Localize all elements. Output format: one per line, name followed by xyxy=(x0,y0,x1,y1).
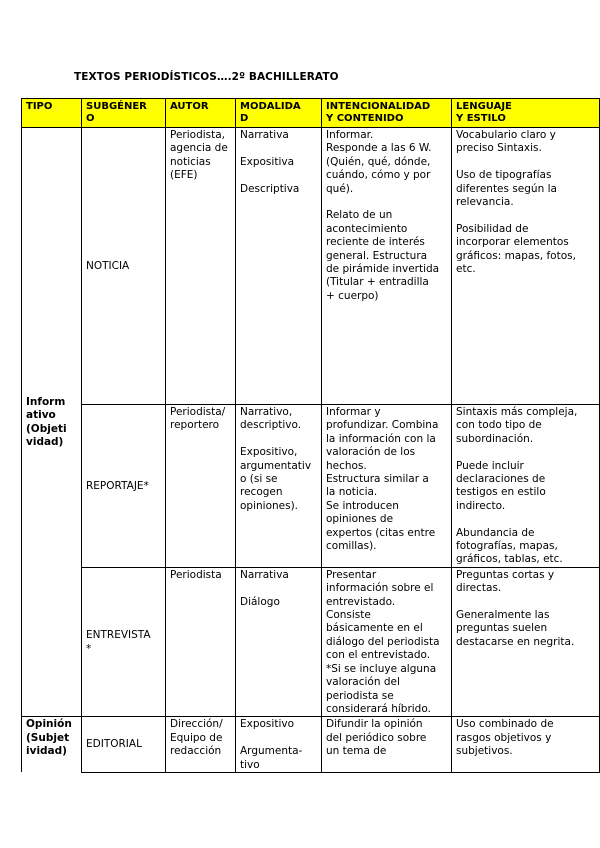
subgenero-reportaje: REPORTAJE* xyxy=(82,405,166,568)
tipo-opinion: Opinión (Subjet ividad) xyxy=(22,717,82,773)
lenguaje-entrevista: Preguntas cortas y directas. Generalmente las preguntas suelen destacarse en negrita. xyxy=(452,567,600,716)
intencionalidad-noticia: Informar. Responde a las 6 W. (Quién, qué, dónde, cuándo, cómo y por qué). Relato de un acontecimiento reciente de interés general. Estructura de pirámide invertida (Titular + entradilla + cuerpo) xyxy=(322,128,452,405)
header-autor: AUTOR xyxy=(166,99,236,128)
lenguaje-editorial: Uso combinado de rasgos objetivos y subjetivos. xyxy=(452,717,600,773)
lenguaje-noticia: Vocabulario claro y preciso Sintaxis. Uso de tipografías diferentes según la relevancia. Posibilidad de incorporar elementos gráficos: mapas, fotos, etc. xyxy=(452,128,600,405)
header-row xyxy=(22,99,600,128)
lenguaje-reportaje: Sintaxis más compleja, con todo tipo de subordinación. Puede incluir declaraciones de testigos en estilo indirecto. Abundancia de fotografías, mapas, gráficos, tablas, etc. xyxy=(452,405,600,568)
subgenero-noticia: NOTICIA xyxy=(82,128,166,405)
autor-editorial: Dirección/ Equipo de redacción xyxy=(166,717,236,773)
header-tipo: TIPO xyxy=(22,99,82,128)
table-row-reportaje xyxy=(22,405,600,568)
autor-entrevista: Periodista xyxy=(166,567,236,716)
autor-reportaje: Periodista/ reportero xyxy=(166,405,236,568)
modalidad-editorial: Expositivo Argumenta- tivo xyxy=(236,717,322,773)
table-row-noticia xyxy=(22,128,600,405)
intencionalidad-editorial: Difundir la opinión del periódico sobre un tema de xyxy=(322,717,452,773)
header-subgenero: SUBGÉNER O xyxy=(82,99,166,128)
periodistic-texts-table xyxy=(21,98,600,773)
intencionalidad-reportaje: Informar y profundizar. Combina la información con la valoración de los hechos. Estructura similar a la noticia. Se introducen opiniones de expertos (citas entre comillas). xyxy=(322,405,452,568)
document-title: TEXTOS PERIODÍSTICOS….2º BACHILLERATO xyxy=(74,71,339,83)
modalidad-reportaje: Narrativo, descriptivo. Expositivo, argumentativ o (si se recogen opiniones). xyxy=(236,405,322,568)
autor-noticia: Periodista, agencia de noticias (EFE) xyxy=(166,128,236,405)
header-lenguaje: LENGUAJE Y ESTILO xyxy=(452,99,600,128)
modalidad-noticia: Narrativa Expositiva Descriptiva xyxy=(236,128,322,405)
table-row-entrevista xyxy=(22,567,600,716)
table-row-editorial xyxy=(22,717,600,773)
intencionalidad-entrevista: Presentar información sobre el entrevistado. Consiste básicamente en el diálogo del periodista con el entrevistado. *Si se incluye alguna valoración del periodista se considerará híbrido. xyxy=(322,567,452,716)
subgenero-editorial: EDITORIAL xyxy=(82,717,166,773)
header-modalidad: MODALIDA D xyxy=(236,99,322,128)
tipo-informativo: Inform ativo (Objeti vidad) xyxy=(22,128,82,717)
modalidad-entrevista: Narrativa Diálogo xyxy=(236,567,322,716)
subgenero-entrevista: ENTREVISTA * xyxy=(82,567,166,716)
header-intencionalidad: INTENCIONALIDAD Y CONTENIDO xyxy=(322,99,452,128)
